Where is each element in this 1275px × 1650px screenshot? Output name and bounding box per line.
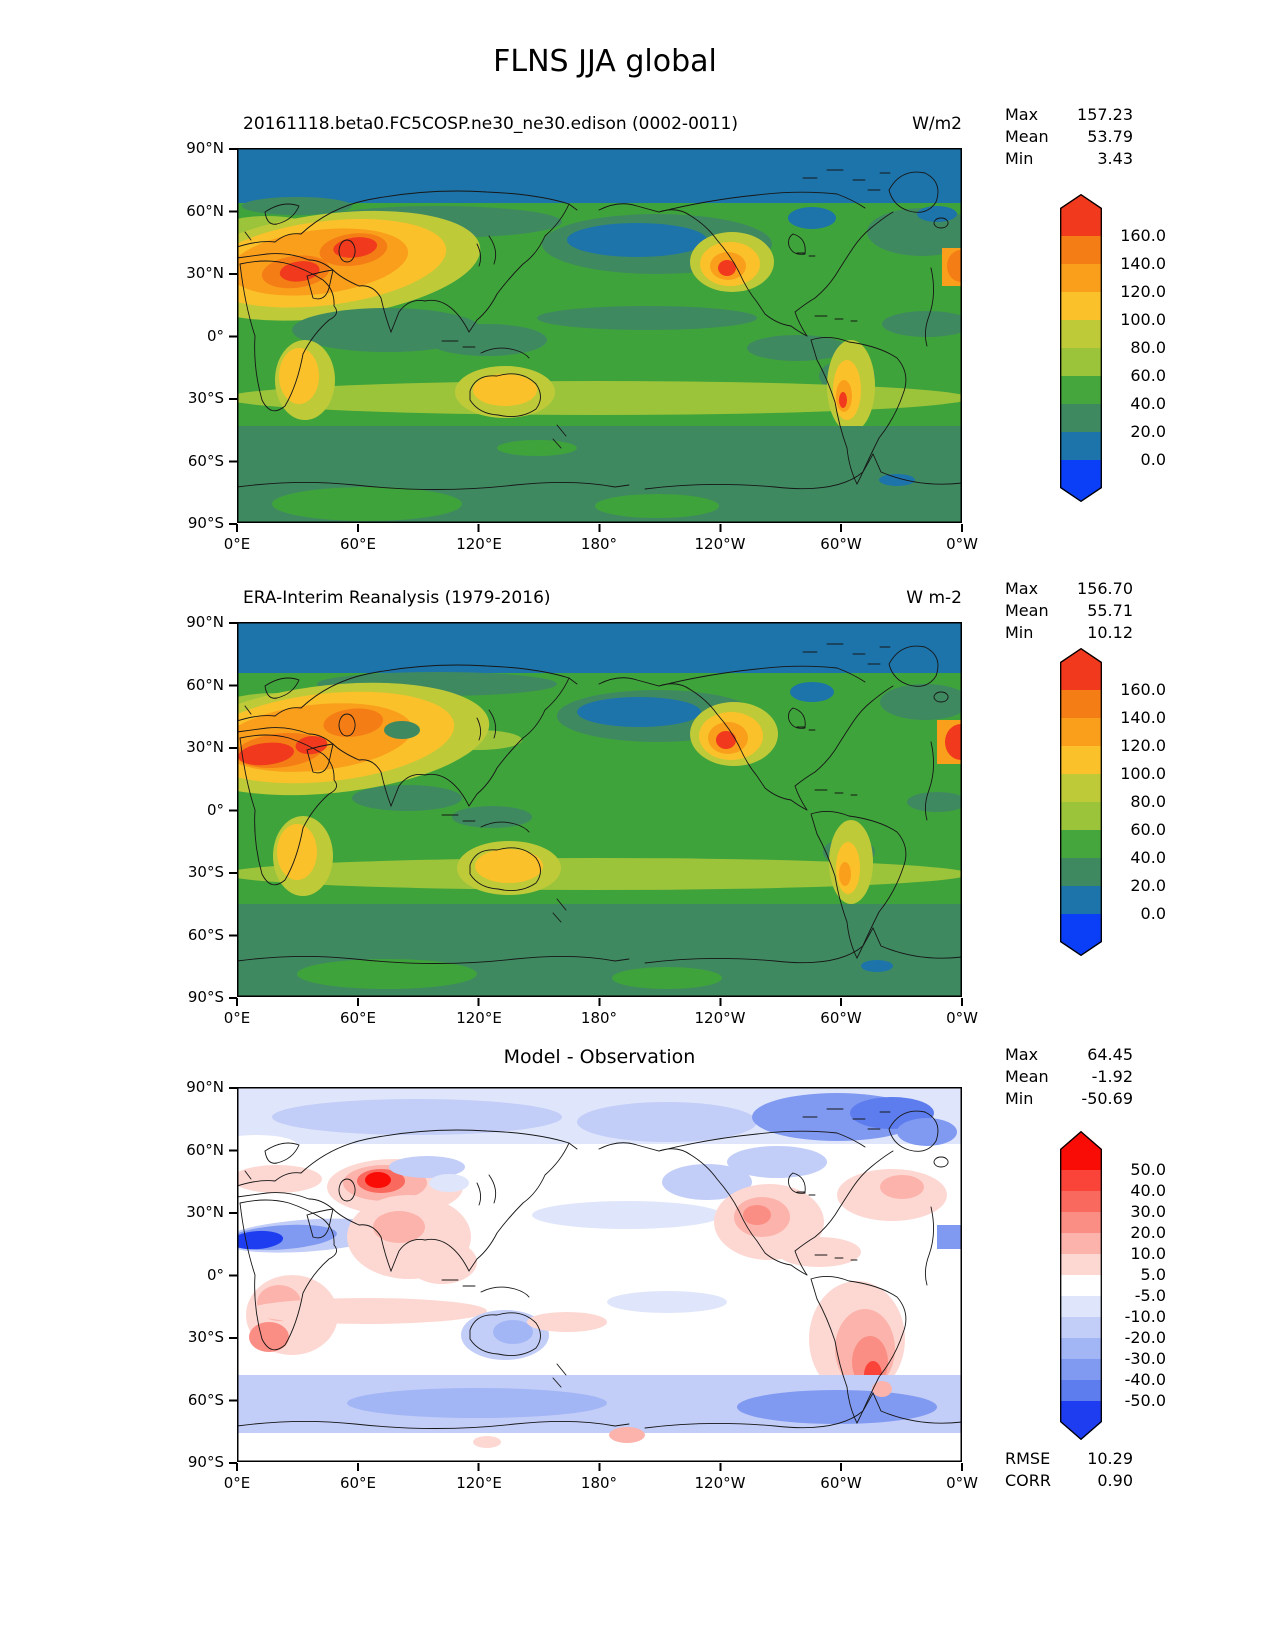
x-tick-label: 0°W <box>946 535 978 553</box>
stat-value: 3.43 <box>1097 149 1133 168</box>
y-tick-label: 90°N <box>186 1078 224 1096</box>
stat-label: Min <box>1005 1089 1034 1108</box>
stat-row <box>1005 1088 1133 1110</box>
colorbar-tick-label: 0.0 <box>1140 450 1166 469</box>
colorbar-tick-label: -30.0 <box>1124 1349 1166 1368</box>
stat-row <box>1005 104 1133 126</box>
y-tick-label: 30°N <box>186 264 224 282</box>
x-tick-label: 120°W <box>694 1009 746 1027</box>
y-tick-label: 60°N <box>186 201 224 220</box>
x-tick-label: 0°E <box>223 535 251 553</box>
colorbar-tick-label: 160.0 <box>1120 226 1166 245</box>
y-tick-label: 30°S <box>187 1328 224 1346</box>
colorbar-tick-label: -50.0 <box>1124 1391 1166 1410</box>
colorbar-tick-label: 20.0 <box>1130 1223 1166 1242</box>
model-y-axis-ticks <box>229 148 237 525</box>
colorbar-tick-label: 160.0 <box>1120 680 1166 699</box>
x-tick-label: 60°E <box>339 535 377 553</box>
colorbar-segment <box>1060 348 1102 376</box>
stat-row <box>1005 622 1133 644</box>
y-tick-label: 30°S <box>187 389 224 407</box>
colorbar-tick-label: 10.0 <box>1130 1244 1166 1263</box>
colorbar-segment <box>1060 648 1102 690</box>
y-tick-label: 90°S <box>187 988 224 1006</box>
stat-value: 0.90 <box>1097 1471 1133 1490</box>
colorbar-tick-label: 30.0 <box>1130 1202 1166 1221</box>
stat-value: 55.71 <box>1087 601 1133 620</box>
stat-label: Mean <box>1005 127 1049 146</box>
x-tick-label: 180° <box>580 1009 618 1027</box>
stat-row <box>1005 1044 1133 1066</box>
colorbar-segment <box>1060 292 1102 320</box>
colorbar-tick-label: -10.0 <box>1124 1307 1166 1326</box>
colorbar-segment <box>1060 914 1102 956</box>
colorbar-tick-label: 80.0 <box>1130 338 1166 357</box>
colorbar-tick-label: -20.0 <box>1124 1328 1166 1347</box>
obs-y-axis-ticks <box>229 622 237 999</box>
colorbar-tick-label: 100.0 <box>1120 764 1166 783</box>
stat-label: Min <box>1005 149 1034 168</box>
colorbar-tick-label: 50.0 <box>1130 1160 1166 1179</box>
obs-map <box>237 622 962 997</box>
colorbar-tick-label: 140.0 <box>1120 254 1166 273</box>
model-colorbar <box>1060 194 1102 502</box>
stat-label: Max <box>1005 105 1039 124</box>
colorbar-segment <box>1060 1275 1102 1296</box>
stat-value: 53.79 <box>1087 127 1133 146</box>
diff-title: Model - Observation <box>503 1046 696 1068</box>
obs-stats <box>1005 578 1133 644</box>
colorbar-segment <box>1060 886 1102 914</box>
x-tick-label: 0°E <box>223 1474 251 1492</box>
diff-extra-stats <box>1005 1448 1133 1492</box>
colorbar-segment <box>1060 432 1102 460</box>
stat-row <box>1005 126 1133 148</box>
x-tick-label: 60°W <box>820 535 862 553</box>
colorbar-tick-label: 20.0 <box>1130 422 1166 441</box>
stat-label: Max <box>1005 1045 1039 1064</box>
model-map <box>237 148 962 523</box>
colorbar-segment <box>1060 376 1102 404</box>
stat-label: RMSE <box>1005 1449 1051 1468</box>
stat-value: 64.45 <box>1087 1045 1133 1064</box>
stat-value: 10.12 <box>1087 623 1133 642</box>
colorbar-segment <box>1060 1131 1102 1170</box>
diff-colorbar <box>1060 1131 1102 1440</box>
y-tick-label: 90°N <box>186 613 224 631</box>
y-tick-label: 60°S <box>187 925 224 944</box>
colorbar-tick-label: 60.0 <box>1130 366 1166 385</box>
colorbar-tick-label: -5.0 <box>1134 1286 1166 1305</box>
colorbar-segment <box>1060 858 1102 886</box>
x-tick-label: 60°E <box>339 1009 377 1027</box>
colorbar-segment <box>1060 460 1102 502</box>
x-tick-label: 0°W <box>946 1009 978 1027</box>
colorbar-segment <box>1060 830 1102 858</box>
x-tick-label: 120°E <box>456 1009 502 1027</box>
diff-x-axis-ticks <box>236 1463 964 1471</box>
y-tick-label: 90°S <box>187 1453 224 1471</box>
colorbar-segment <box>1060 1401 1102 1440</box>
colorbar-segment <box>1060 236 1102 264</box>
colorbar-segment <box>1060 404 1102 432</box>
page-title: FLNS JJA global <box>493 44 717 79</box>
y-tick-label: 60°N <box>186 675 224 694</box>
stat-row <box>1005 1066 1133 1088</box>
colorbar-tick-label: -40.0 <box>1124 1370 1166 1389</box>
colorbar-segment <box>1060 746 1102 774</box>
colorbar-segment <box>1060 1338 1102 1359</box>
y-tick-label: 0° <box>206 800 224 819</box>
colorbar-segment <box>1060 1254 1102 1275</box>
x-tick-label: 180° <box>580 535 618 553</box>
stat-value: 157.23 <box>1077 105 1133 124</box>
x-tick-label: 0°W <box>946 1474 978 1492</box>
x-tick-label: 120°W <box>694 535 746 553</box>
colorbar-tick-label: 60.0 <box>1130 820 1166 839</box>
colorbar-segment <box>1060 264 1102 292</box>
colorbar-segment <box>1060 1191 1102 1212</box>
stat-row <box>1005 1448 1133 1470</box>
stat-row <box>1005 148 1133 170</box>
colorbar-tick-label: 0.0 <box>1140 904 1166 923</box>
colorbar-tick-label: 120.0 <box>1120 736 1166 755</box>
y-tick-label: 90°S <box>187 514 224 532</box>
colorbar-segment <box>1060 802 1102 830</box>
x-tick-label: 120°E <box>456 535 502 553</box>
model-x-axis-ticks <box>236 524 964 532</box>
colorbar-tick-label: 40.0 <box>1130 1181 1166 1200</box>
x-tick-label: 180° <box>580 1474 618 1492</box>
model-subtitle: 20161118.beta0.FC5COSP.ne30_ne30.edison (0002-0011) <box>243 114 738 134</box>
y-tick-label: 30°N <box>186 1203 224 1221</box>
stat-value: -50.69 <box>1081 1089 1133 1108</box>
stat-label: CORR <box>1005 1471 1051 1490</box>
colorbar-segment <box>1060 1317 1102 1338</box>
colorbar-segment <box>1060 1359 1102 1380</box>
colorbar-segment <box>1060 1212 1102 1233</box>
diff-y-axis-ticks <box>229 1087 237 1464</box>
y-tick-label: 60°S <box>187 451 224 470</box>
y-tick-label: 0° <box>206 326 224 345</box>
stat-row <box>1005 578 1133 600</box>
y-tick-label: 90°N <box>186 139 224 157</box>
stat-row <box>1005 600 1133 622</box>
colorbar-tick-label: 100.0 <box>1120 310 1166 329</box>
model-stats <box>1005 104 1133 170</box>
model-units-label: W/m2 <box>912 114 962 134</box>
obs-x-axis-ticks <box>236 998 964 1006</box>
colorbar-tick-label: 5.0 <box>1140 1265 1166 1284</box>
stat-value: -1.92 <box>1091 1067 1133 1086</box>
colorbar-segment <box>1060 690 1102 718</box>
x-tick-label: 60°E <box>339 1474 377 1492</box>
colorbar-segment <box>1060 1233 1102 1254</box>
stat-value: 10.29 <box>1087 1449 1133 1468</box>
x-tick-label: 120°E <box>456 1474 502 1492</box>
stat-label: Max <box>1005 579 1039 598</box>
colorbar-tick-label: 20.0 <box>1130 876 1166 895</box>
colorbar-segment <box>1060 774 1102 802</box>
y-tick-label: 60°N <box>186 1140 224 1159</box>
diff-stats <box>1005 1044 1133 1110</box>
stat-label: Min <box>1005 623 1034 642</box>
y-tick-label: 0° <box>206 1265 224 1284</box>
stat-label: Mean <box>1005 601 1049 620</box>
x-tick-label: 60°W <box>820 1474 862 1492</box>
diff-map <box>237 1087 962 1462</box>
obs-colorbar <box>1060 648 1102 956</box>
y-tick-label: 30°N <box>186 738 224 756</box>
x-tick-label: 0°E <box>223 1009 251 1027</box>
colorbar-segment <box>1060 320 1102 348</box>
y-tick-label: 60°S <box>187 1390 224 1409</box>
y-tick-label: 30°S <box>187 863 224 881</box>
colorbar-tick-label: 140.0 <box>1120 708 1166 727</box>
stat-label: Mean <box>1005 1067 1049 1086</box>
x-tick-label: 120°W <box>694 1474 746 1492</box>
stat-value: 156.70 <box>1077 579 1133 598</box>
colorbar-segment <box>1060 194 1102 236</box>
colorbar-tick-label: 40.0 <box>1130 848 1166 867</box>
colorbar-tick-label: 120.0 <box>1120 282 1166 301</box>
colorbar-segment <box>1060 718 1102 746</box>
colorbar-segment <box>1060 1170 1102 1191</box>
obs-subtitle: ERA-Interim Reanalysis (1979-2016) <box>243 588 551 608</box>
colorbar-tick-label: 80.0 <box>1130 792 1166 811</box>
colorbar-segment <box>1060 1296 1102 1317</box>
obs-units-label: W m-2 <box>906 588 962 608</box>
stat-row <box>1005 1470 1133 1492</box>
colorbar-segment <box>1060 1380 1102 1401</box>
colorbar-tick-label: 40.0 <box>1130 394 1166 413</box>
x-tick-label: 60°W <box>820 1009 862 1027</box>
